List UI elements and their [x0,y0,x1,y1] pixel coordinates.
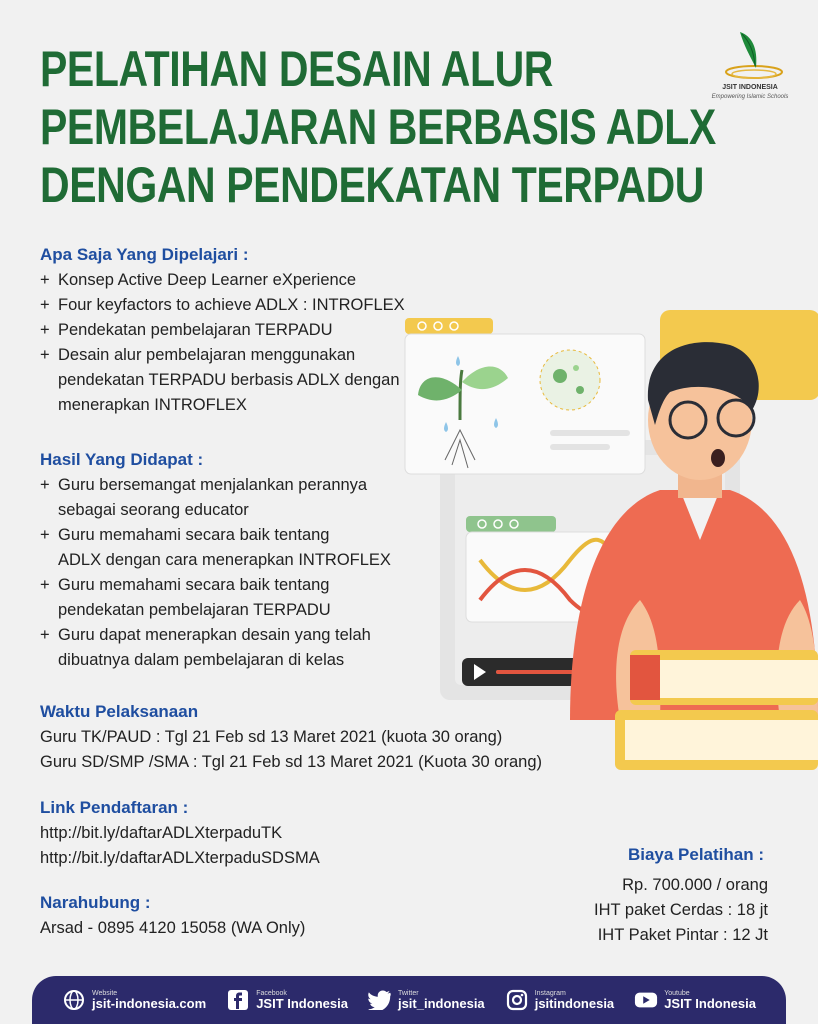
footer-instagram-value: jsitindonesia [534,995,615,1011]
contact-line: Arsad - 0895 4120 15058 (WA Only) [40,919,306,937]
schedule-line-1: Guru TK/PAUD : Tgl 21 Feb sd 13 Maret 2021 (kuota 30 orang) [40,728,503,746]
result-item-prefix: + [40,626,50,644]
learn-item-prefix: + [40,346,50,364]
learn-item [40,293,405,318]
result-item-text: Guru memahami secara baik tentang [58,576,330,594]
result-item-prefix: + [40,576,50,594]
learn-item-prefix: + [40,321,50,339]
schedule-line-2: Guru SD/SMP /SMA : Tgl 21 Feb sd 13 Maret 2021 (Kuota 30 orang) [40,753,542,771]
footer-instagram-label: Instagram [534,989,566,997]
facebook-icon [226,988,250,1012]
footer-website-value: jsit-indonesia.com [92,995,207,1011]
fee-block [594,842,768,948]
learn-item [40,268,405,293]
results-list [40,473,391,673]
twitter-icon [368,988,392,1012]
learn-item-prefix: + [40,296,50,314]
teacher-illustration [400,300,818,780]
learn-item-prefix: + [40,271,50,289]
result-item-text: Guru memahami secara baik tentang [58,526,330,544]
registration-heading: Link Pendaftaran : [40,798,189,817]
footer-youtube-label: Youtube [664,989,690,997]
footer-youtube[interactable] [634,988,756,1012]
learn-list [40,268,405,418]
feather-logo-icon [700,28,800,84]
learn-item-text: pendekatan TERPADU berbasis ADLX dengan [58,371,400,389]
learn-item-text: menerapkan INTROFLEX [58,396,247,414]
learn-item [40,343,405,418]
fee-line-2: IHT paket Cerdas : 18 jt [594,901,768,919]
footer-twitter-label: Twitter [397,989,419,997]
learn-item [40,318,405,343]
logo-name: JSIT INDONESIA [722,84,778,91]
result-item-prefix: + [40,476,50,494]
footer-twitter[interactable] [368,988,485,1012]
contact-heading: Narahubung : [40,893,151,912]
schedule-heading: Waktu Pelaksanaan [40,702,199,721]
footer-bar [32,976,786,1024]
title-line-2: PEMBELAJARAN BERBASIS ADLX [40,99,716,155]
footer-instagram[interactable] [505,988,614,1012]
result-item [40,473,391,523]
footer-facebook-label: Facebook [256,989,287,997]
logo-tagline: Empowering Islamic Schools [711,94,789,100]
learn-item-text: Four keyfactors to achieve ADLX : INTROFLEX [58,296,405,314]
footer-facebook[interactable] [226,988,348,1012]
footer-website-label: Website [92,989,118,997]
result-item-text: Guru bersemangat menjalankan perannya [58,476,368,494]
youtube-icon [634,988,658,1012]
learn-heading: Apa Saja Yang Dipelajari : [40,245,249,264]
result-item-text: sebagai seorang educator [58,501,249,519]
globe-icon [62,988,86,1012]
page-title [40,40,716,214]
fee-line-3: IHT Paket Pintar : 12 Jt [597,926,768,944]
result-item-text: pendekatan pembelajaran TERPADU [58,601,331,619]
fee-line-1: Rp. 700.000 / orang [622,876,768,894]
footer-website[interactable] [62,988,206,1012]
footer-facebook-value: JSIT Indonesia [256,995,348,1011]
footer-youtube-value: JSIT Indonesia [664,995,756,1011]
result-item [40,523,391,573]
jsit-logo [700,28,800,108]
result-item-text: Guru dapat menerapkan desain yang telah [58,626,371,644]
results-heading: Hasil Yang Didapat : [40,450,204,469]
footer-twitter-value: jsit_indonesia [397,995,485,1011]
result-item-prefix: + [40,526,50,544]
fee-heading: Biaya Pelatihan : [627,845,764,864]
result-item-text: ADLX dengan cara menerapkan INTROFLEX [58,551,391,569]
result-item [40,623,391,673]
result-item [40,573,391,623]
title-line-1: PELATIHAN DESAIN ALUR [40,41,553,97]
registration-link-2[interactable]: http://bit.ly/daftarADLXterpaduSDSMA [40,849,320,867]
instagram-icon [505,988,529,1012]
learn-item-text: Desain alur pembelajaran menggunakan [58,346,356,364]
learn-item-text: Konsep Active Deep Learner eXperience [58,271,357,289]
result-item-text: dibuatnya dalam pembelajaran di kelas [58,651,345,669]
registration-link-1[interactable]: http://bit.ly/daftarADLXterpaduTK [40,824,283,842]
title-line-3: DENGAN PENDEKATAN TERPADU [40,157,704,213]
learn-item-text: Pendekatan pembelajaran TERPADU [58,321,333,339]
